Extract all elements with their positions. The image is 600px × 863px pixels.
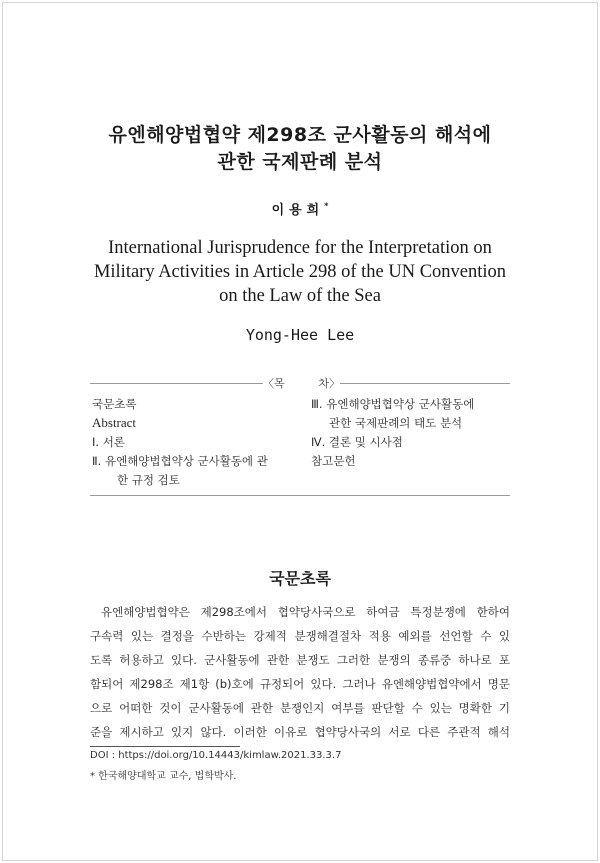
toc-top-rule-left bbox=[90, 383, 263, 384]
abstract-line-3: 도록 허용하고 있다. 군사활동에 관한 분쟁도 그러한 분쟁의 종류중 하나로 포 bbox=[90, 653, 510, 667]
abstract-line-1: 유엔해양법협약은 제298조에서 협약당사국으로 하여금 특정분쟁에 한하여 bbox=[101, 605, 510, 619]
korean-author-name: 이용희 bbox=[271, 203, 325, 218]
toc-item-section-3-cont[interactable]: 관한 국제판례의 태도 분석 bbox=[329, 416, 463, 430]
english-title-line-1: International Jurisprudence for the Interpretation on bbox=[108, 238, 492, 258]
toc-top-rule-right bbox=[340, 383, 510, 384]
toc-bottom-rule bbox=[90, 495, 510, 496]
abstract-line-6: 준을 제시하고 있지 않다. 이러한 이유로 협약당사국의 서로 다른 주관적 해석 bbox=[90, 725, 510, 739]
korean-title-line-1: 유엔해양법협약 제298조 군사활동의 해석에 bbox=[108, 124, 492, 146]
toc-item-abstract[interactable]: Abstract bbox=[92, 415, 137, 430]
doi-footnote[interactable]: DOI : https://doi.org/10.14443/kimlaw.2021.33.3.7 bbox=[90, 750, 342, 761]
affiliation-footnote: * 한국해양대학교 교수, 법학박사. bbox=[90, 771, 237, 782]
english-title-line-2: Military Activities in Article 298 of the UN Convention bbox=[93, 262, 507, 282]
english-author: Yong-Hee Lee bbox=[245, 326, 355, 344]
english-title-line-3: on the Law of the Sea bbox=[219, 286, 381, 306]
toc-item-references[interactable]: 참고문헌 bbox=[311, 454, 356, 468]
abstract-line-5: 으로 어떠한 것이 군사활동에 관한 분쟁인지 여부를 판단할 수 있는 명확한 기 bbox=[90, 701, 510, 715]
toc-item-korean-abstract[interactable]: 국문초록 bbox=[92, 397, 137, 411]
toc-heading bbox=[263, 375, 340, 391]
abstract-heading: 국문초록 bbox=[269, 569, 331, 588]
footnote-rule bbox=[90, 746, 240, 747]
toc-heading-left: 〈목 bbox=[263, 377, 285, 390]
abstract-line-4: 함되어 제298조 제1항 (b)호에 규정되어 있다. 그러나 유엔해양법협약에서 명문 bbox=[90, 677, 510, 691]
toc-item-section-2-cont[interactable]: 한 규정 검토 bbox=[117, 473, 180, 487]
toc-item-section-3[interactable]: Ⅲ. 유엔해양법협약상 군사활동에 bbox=[311, 397, 475, 411]
korean-title-line-2: 관한 국제판례 분석 bbox=[217, 151, 383, 173]
toc-item-section-2[interactable]: Ⅱ. 유엔해양법협약상 군사활동에 관 bbox=[92, 454, 268, 468]
toc-item-introduction[interactable]: Ⅰ. 서론 bbox=[92, 435, 125, 449]
toc-heading-right: 차〉 bbox=[318, 377, 340, 390]
korean-author bbox=[0, 199, 600, 218]
abstract-line-2: 구속력 있는 결정을 수반하는 강제적 분쟁해결절차 적용 예외를 선언할 수 있 bbox=[90, 629, 510, 643]
author-footnote-mark: * bbox=[324, 201, 329, 211]
toc-item-conclusion[interactable]: Ⅳ. 결론 및 시사점 bbox=[311, 435, 403, 449]
